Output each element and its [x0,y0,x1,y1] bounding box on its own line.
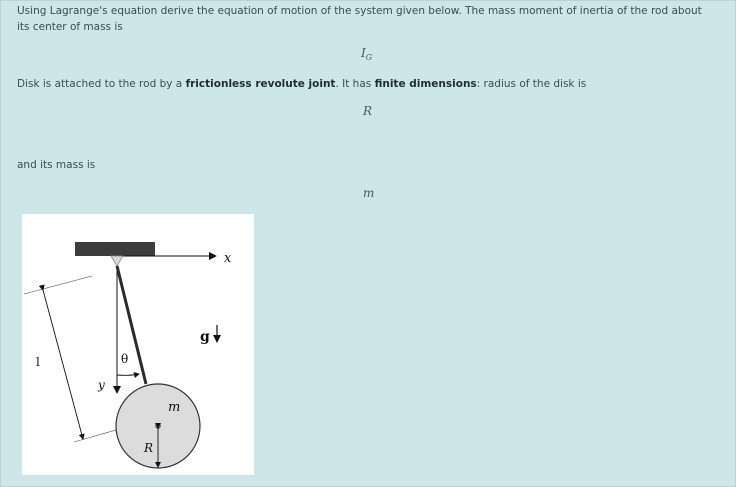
radius-symbol: R [363,104,373,118]
theta-arc [117,374,139,375]
length-label: l [36,355,40,369]
length-extension-top [24,276,92,294]
frictionless-joint-text: frictionless revolute joint [185,78,336,90]
inertia-subscript: G [365,53,373,62]
mass-symbol: m [363,186,375,200]
gravity-label: g [200,329,210,345]
mass-text: and its mass is [17,159,96,171]
x-axis-label: x [224,251,232,266]
pendulum-figure [22,214,254,475]
finite-dimensions-text: finite dimensions [374,78,477,90]
disk-center [156,424,160,428]
length-dimension-line [43,290,83,439]
pivot-bracket [111,256,123,266]
radius-label: R [144,441,154,455]
disk-description: Disk is attached to the rod by a frictionless revolute joint. It has finite dimensions: radius of the disk is [17,78,587,90]
rod [117,266,146,384]
intro-text: Using Lagrange's equation derive the equation of motion of the system given below. The mass moment of inertia of the rod about its center of mass is [17,5,702,33]
ceiling-support [75,242,155,256]
theta-label: θ [121,352,129,366]
disk-mass-label: m [168,400,181,415]
pendulum-diagram [22,214,254,475]
y-axis-label: y [98,378,105,392]
inertia-symbol: $I_G$ [361,46,373,62]
